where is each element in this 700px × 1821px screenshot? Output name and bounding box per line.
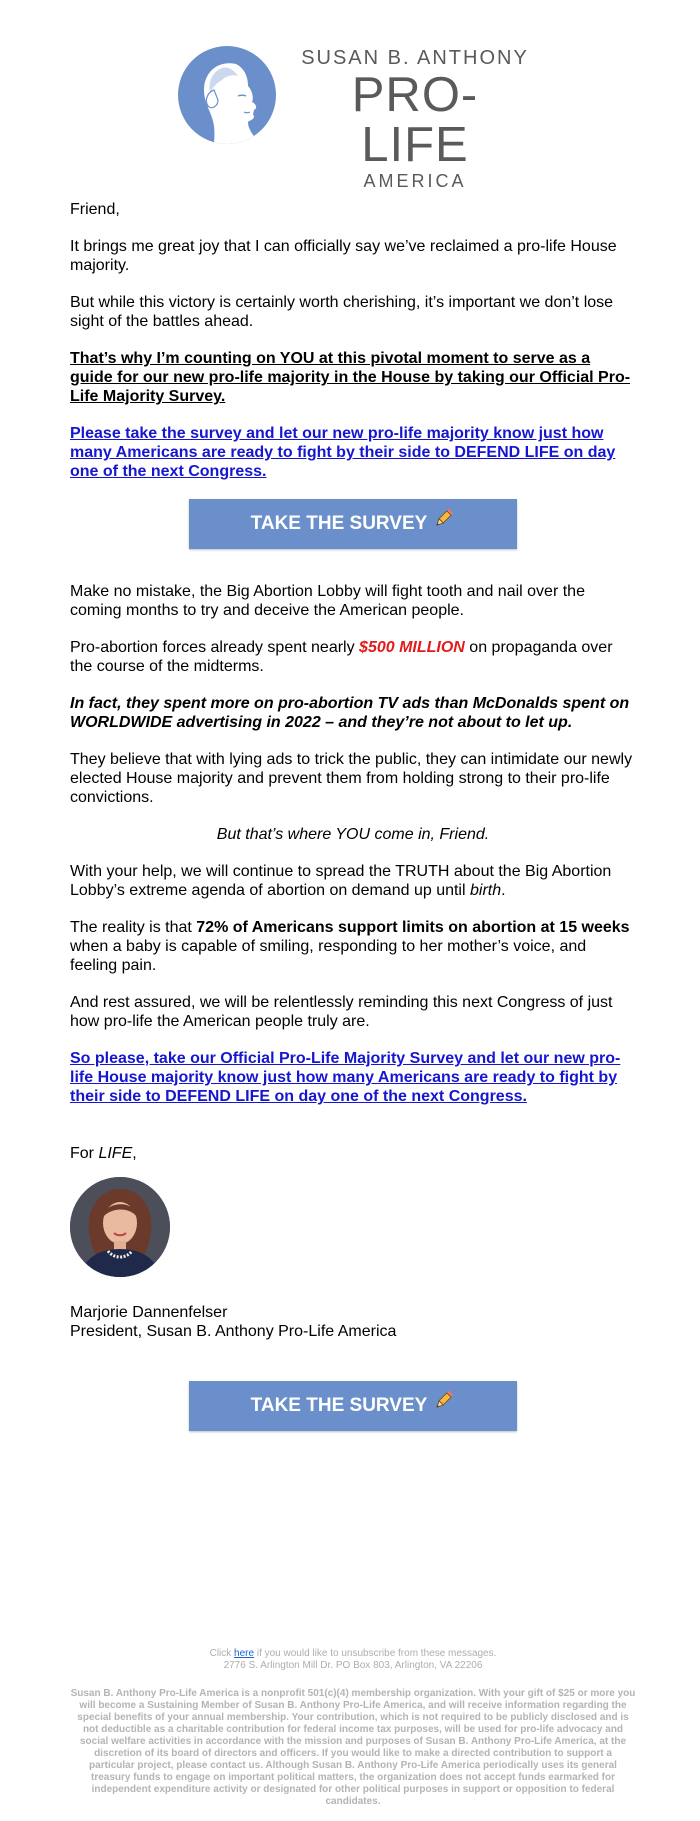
pencil-icon xyxy=(433,1381,455,1431)
signoff-life: LIFE xyxy=(98,1145,133,1162)
legal-disclaimer: Susan B. Anthony Pro-Life America is a nonprofit 501(c)(4) membership organization. With your gift of $25 or more you will become a Sustaining Member of Susan B. Anthony Pro-Life America, and will receive information regarding the special benefits of your annual membership. Your contribution, which is not required to be publicly disclosed and is not deductible as a charitable contribution for federal income tax purposes, will be used for pro-life advocacy and social welfare activities in accordance with the mission and purposes of Susan B. Anthony Pro-Life America, at the discretion of its board of directors and officers. If you would like to make a directed contribution to support a particular project, please contact us. Although Susan B. Anthony Pro-Life America periodically uses its general treasury funds to engage on important political matters, the organization does not accept funds earmarked for independent expenditure activity or designated for other political purposes in support or opposition to federal candidates. xyxy=(70,1688,636,1807)
survey-link-2[interactable]: So please, take our Official Pro-Life Majority Survey and let our new pro-life House majority know just how many Americans are ready to fight by their side to DEFEND LIFE on day one of the next Congress. xyxy=(70,1050,621,1105)
paragraph-2: But while this victory is certainly worth cherishing, it’s important we don’t lose sight of the battles ahead. xyxy=(70,294,614,330)
signoff-start: For xyxy=(70,1145,99,1162)
logo-line-2: PRO-LIFE xyxy=(351,68,479,172)
unsubscribe-link[interactable]: here xyxy=(234,1648,255,1659)
paragraph-10-end: when a baby is capable of smiling, responding to her mother’s voice, and feeling pain. xyxy=(70,938,587,974)
paragraph-5-end: on propaganda over the course of the midterms. xyxy=(70,639,613,675)
paragraph-1: It brings me great joy that I can officially say we’ve reclaimed a pro-life House majority. xyxy=(70,238,617,274)
paragraph-9 xyxy=(70,862,636,900)
survey-link-1[interactable]: Please take the survey and let our new pro-life majority know just how many Americans are ready to fight by their side to DEFEND LIFE on day one of the next Congress. xyxy=(70,425,616,480)
signoff-end: , xyxy=(132,1145,137,1162)
paragraph-10-stat: 72% of Americans support limits on abortion at 15 weeks xyxy=(196,919,630,936)
paragraph-11: And rest assured, we will be relentlessly reminding this next Congress of just how pro-life the American people truly are. xyxy=(70,994,613,1030)
paragraph-5-start: Pro-abortion forces already spent nearly xyxy=(70,639,360,656)
unsubscribe-line xyxy=(70,1648,636,1660)
take-survey-button-bottom[interactable] xyxy=(189,1381,517,1431)
email-header xyxy=(0,0,700,191)
paragraph-10-start: The reality is that xyxy=(70,919,197,936)
paragraph-9-end: . xyxy=(501,882,506,899)
signature-name: Marjorie Dannenfelser xyxy=(70,1304,228,1321)
paragraph-5 xyxy=(70,638,636,676)
signoff xyxy=(70,1144,636,1163)
unsubscribe-prefix: Click xyxy=(209,1648,235,1659)
unsubscribe-suffix: if you would like to unsubscribe from these messages. xyxy=(254,1648,497,1659)
take-survey-button-top[interactable] xyxy=(189,499,517,549)
woman-profile-logo-icon xyxy=(178,46,276,144)
mailing-address: 2776 S. Arlington Mill Dr. PO Box 803, Arlington, VA 22206 xyxy=(223,1660,483,1671)
email-footer xyxy=(70,1648,636,1808)
avatar xyxy=(70,1177,170,1277)
paragraph-8: But that’s where YOU come in, Friend. xyxy=(216,826,490,843)
logo-line-1: SUSAN B. ANTHONY xyxy=(301,47,529,69)
paragraph-10 xyxy=(70,918,636,975)
logo-line-3: AMERICA xyxy=(363,171,467,191)
email-body xyxy=(70,200,636,1431)
paragraph-9-birth: birth xyxy=(469,882,502,899)
paragraph-4: Make no mistake, the Big Abortion Lobby will fight tooth and nail over the coming months to try and deceive the American people. xyxy=(70,583,585,619)
paragraph-6: In fact, they spent more on pro-abortion TV ads than McDonalds spent on WORLDWIDE advertising in 2022 – and they’re not about to let up. xyxy=(70,695,630,731)
take-survey-label: TAKE THE SURVEY xyxy=(250,1395,428,1417)
paragraph-9-start: With your help, we will continue to spread the TRUTH about the Big Abortion Lobby’s extreme agenda of abortion on demand up until xyxy=(70,863,612,899)
money-amount: $500 MILLION xyxy=(359,639,465,656)
take-survey-label: TAKE THE SURVEY xyxy=(250,513,428,535)
greeting: Friend, xyxy=(70,201,120,218)
paragraph-7: They believe that with lying ads to trick the public, they can intimidate our newly elected House majority and prevent them from holding strong to their pro-life convictions. xyxy=(70,751,633,806)
logo-wordmark xyxy=(300,46,530,192)
signature-block xyxy=(70,1303,636,1341)
pencil-icon xyxy=(433,499,455,549)
signature-title: President, Susan B. Anthony Pro-Life America xyxy=(70,1323,397,1340)
paragraph-3-emphasis: That’s why I’m counting on YOU at this pivotal moment to serve as a guide for our new pro-life majority in the House by taking our Official Pro-Life Majority Survey. xyxy=(70,350,631,405)
